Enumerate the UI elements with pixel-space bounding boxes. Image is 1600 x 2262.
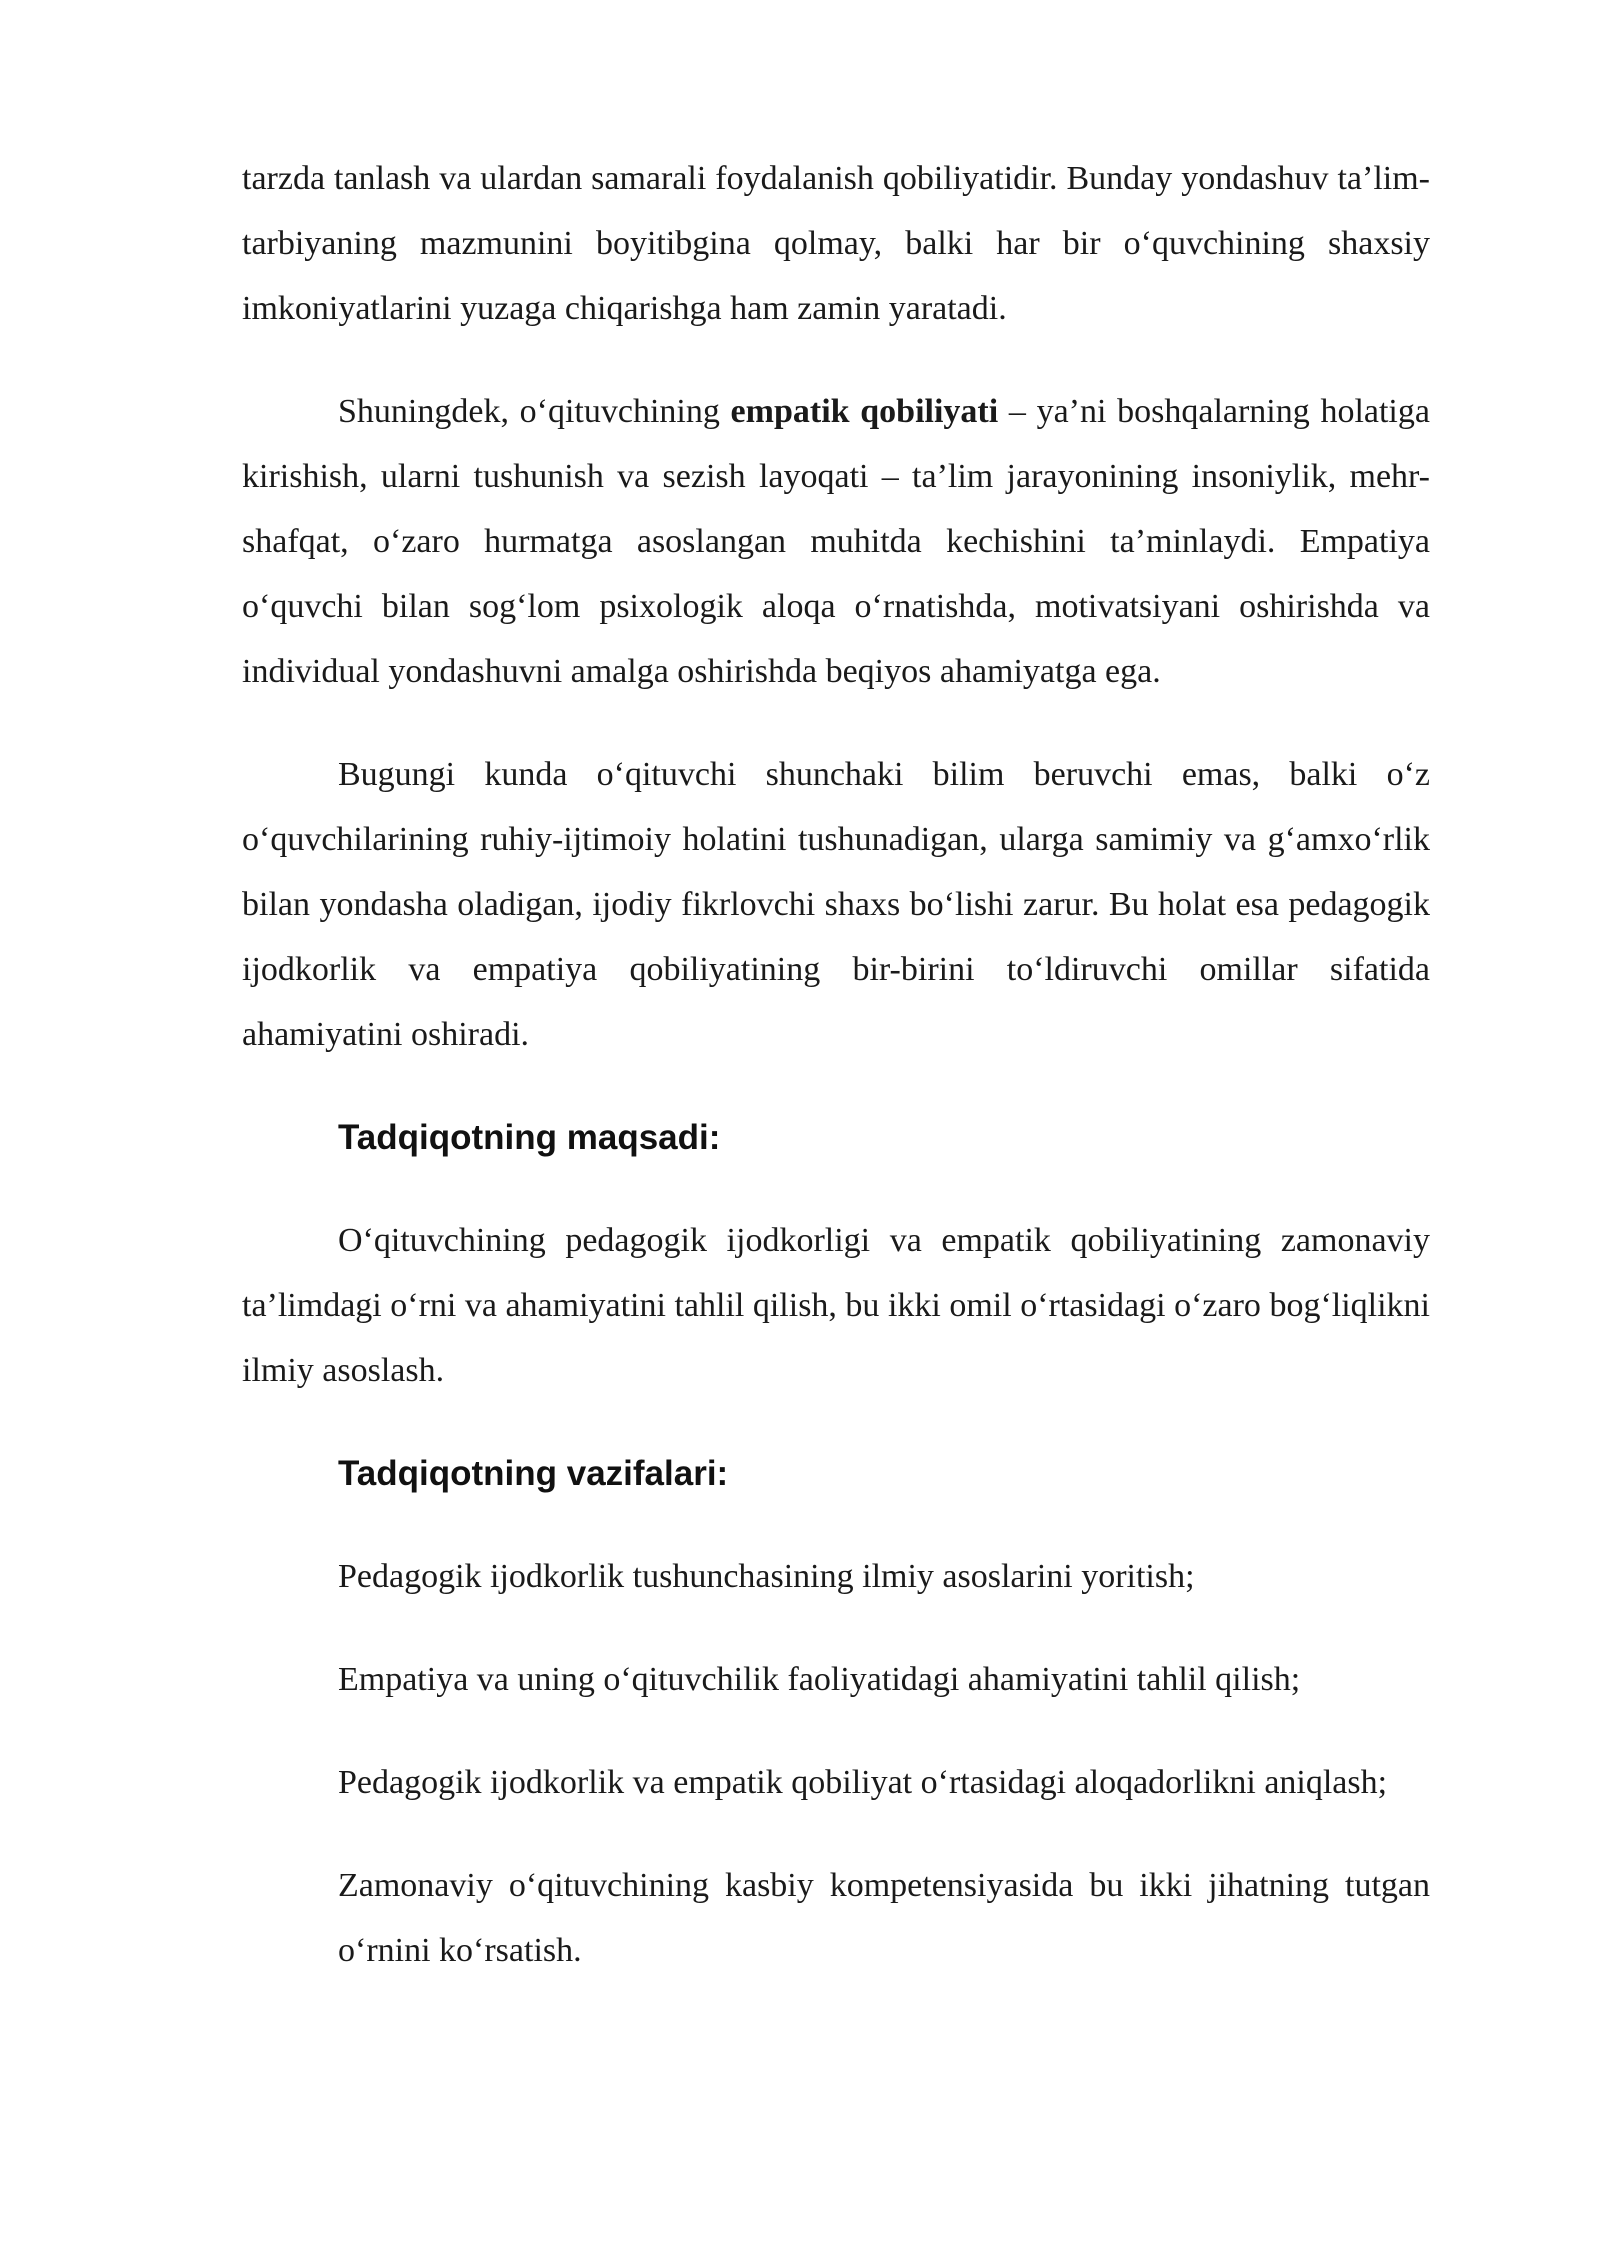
paragraph-empathy: [242, 379, 1430, 704]
heading-research-tasks: Tadqiqotning vazifalari:: [338, 1454, 729, 1493]
research-task-item: Zamonaviy o‘qituvchining kasbiy kompetensiyasida bu ikki jihatning tutgan o‘rnini ko‘rsatish.: [338, 1867, 1430, 1969]
paragraph-modern-teacher: Bugungi kunda o‘qituvchi shunchaki bilim beruvchi emas, balki o‘z o‘quvchilarining ruhiy-ijtimoiy holatini tushunadigan, ularga samimiy va g‘amxo‘rlik bilan yondasha oladigan, ijodiy fikrlovchi shaxs bo‘lishi zarur. Bu holat esa pedagogik ijodkorlik va empatiya qobiliyatining bir-birini to‘ldiruvchi omillar sifatida ahamiyatini oshiradi.: [242, 756, 1430, 1053]
document-body: [242, 146, 1430, 2021]
paragraph-empathy-lead: Shuningdek, o‘qituvchining: [338, 393, 731, 430]
empathy-term-bold: empatik qobiliyati: [730, 393, 999, 430]
paragraph-research-goal: O‘qituvchining pedagogik ijodkorligi va empatik qobiliyatining zamonaviy ta’limdagi o‘rni va ahamiyatini tahlil qilish, bu ikki omil o‘rtasidagi o‘zaro bog‘liqlikni ilmiy asoslash.: [242, 1222, 1430, 1389]
research-task-item: Pedagogik ijodkorlik va empatik qobiliyat o‘rtasidagi aloqadorlikni aniqlash;: [338, 1764, 1388, 1801]
research-task-item: Pedagogik ijodkorlik tushunchasining ilmiy asoslarini yoritish;: [338, 1558, 1195, 1595]
research-task-item: Empatiya va uning o‘qituvchilik faoliyatidagi ahamiyatini tahlil qilish;: [338, 1661, 1301, 1698]
research-tasks-list: [242, 1544, 1430, 1983]
heading-research-goal: Tadqiqotning maqsadi:: [338, 1118, 721, 1157]
paragraph-intro-continuation: tarzda tanlash va ulardan samarali foydalanish qobiliyatidir. Bunday yondashuv ta’lim-tarbiyaning mazmunini boyitibgina qolmay, balki har bir o‘quvchining shaxsiy imkoniyatlarini yuzaga chiqarishga ham zamin yaratadi.: [242, 160, 1430, 327]
paragraph-empathy-rest: – ya’ni boshqalarning holatiga kirishish, ularni tushunish va sezish layoqati – ta’lim jarayonining insoniylik, mehr-shafqat, o‘zaro hurmatga asoslangan muhitda kechishini ta’minlaydi. Empatiya o‘quvchi bilan sog‘lom psixologik aloqa o‘rnatishda, motivatsiyani oshirishda va individual yondashuvni amalga oshirishda beqiyos ahamiyatga ega.: [242, 393, 1430, 690]
